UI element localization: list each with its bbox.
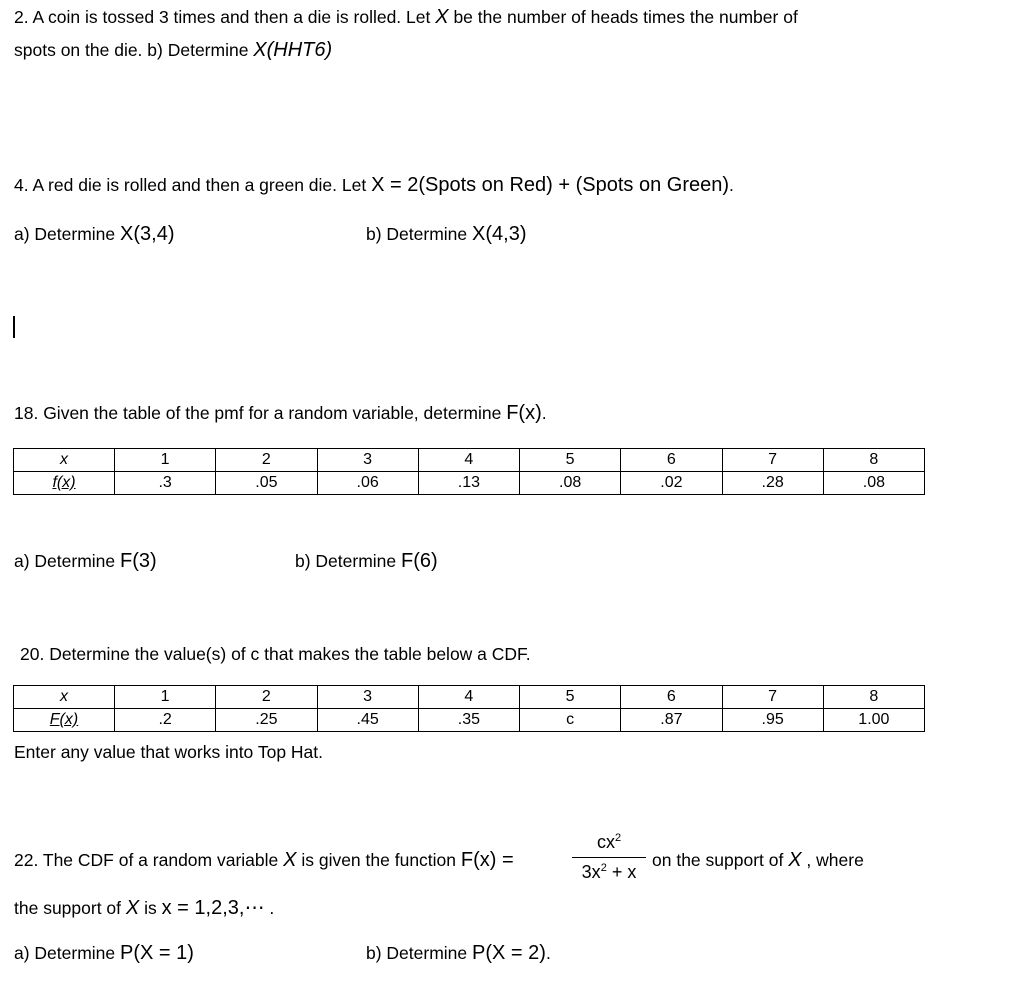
table-row [14,686,925,709]
table-cell: .08 [520,472,621,495]
q18-expr: F(x) [506,402,542,424]
table-cell: 7 [722,449,823,472]
q22-line1-left: 22. The CDF of a random variable X is given the function F(x) = [14,849,514,871]
q18-a-expr: F(3) [120,550,157,572]
table-cell: 3 [317,449,418,472]
q22-a-expr: P(X = 1) [120,942,194,964]
q22-support-set: x = 1,2,3,⋯ [161,897,265,919]
table-cell: .2 [115,709,216,732]
table-cell: .05 [216,472,317,495]
table-cell: .87 [621,709,722,732]
table-cell: .06 [317,472,418,495]
table-cell: .13 [418,472,519,495]
text-cursor [13,316,15,338]
pmf-header-x: x [14,449,115,472]
table-cell: 5 [520,449,621,472]
table-cell: 8 [823,686,924,709]
table-cell: 2 [216,449,317,472]
table-cell: .08 [823,472,924,495]
q2-expr: X(HHT6) [253,39,333,61]
table-cell: 4 [418,449,519,472]
table-cell: c [520,709,621,732]
q4-b-expr: X(4,3) [472,223,527,245]
table-cell: 2 [216,686,317,709]
q4-formula: X = 2(Spots on Red) + (Spots on Green) [371,174,730,196]
q22-line2: the support of X is x = 1,2,3,⋯ . [14,897,275,919]
table-cell: 4 [418,686,519,709]
table-cell: .95 [722,709,823,732]
fraction-numerator: $cx^2$ [596,832,622,852]
table-cell: 1.00 [823,709,924,732]
q22-line2-var: X [125,897,140,919]
q2-line2: spots on the die. b) Determine X(HHT6) [14,39,333,61]
pmf-header-fx: f(x) [14,472,115,495]
q18-part-b: b) Determine F(6) [295,550,438,572]
q22-line1-right: on the support of X , where [652,849,864,871]
cdf-header-Fx: F(x) [14,709,115,732]
fraction-denominator: $3x^2 + x$ [581,862,637,882]
table-cell: 6 [621,686,722,709]
cdf-table [13,685,925,732]
table-row [14,472,925,495]
q18-b-expr: F(6) [401,550,438,572]
table-cell: .35 [418,709,519,732]
q20-line: 20. Determine the value(s) of c that makes the table below a CDF. [20,644,531,664]
table-cell: 1 [115,449,216,472]
q22-b-expr: P(X = 2) [472,942,546,964]
q22-part-a: a) Determine P(X = 1) [14,942,194,964]
fraction-bar [572,857,646,858]
cdf-header-x: x [14,686,115,709]
table-cell: .02 [621,472,722,495]
pmf-table [13,448,925,495]
table-row [14,709,925,732]
table-cell: 8 [823,449,924,472]
q4-part-a: a) Determine X(3,4) [14,223,175,245]
q4-part-b: b) Determine X(4,3) [366,223,527,245]
q22-lhs: F(x) = [460,849,514,871]
q2-line1: 2. A coin is tossed 3 times and then a die is rolled. Let X be the number of heads times the number of [14,6,798,28]
table-cell: .3 [115,472,216,495]
table-cell: 7 [722,686,823,709]
q4-line: 4. A red die is rolled and then a green die. Let X = 2(Spots on Red) + (Spots on Green). [14,174,734,196]
table-cell: .25 [216,709,317,732]
table-cell: .28 [722,472,823,495]
q18-line: 18. Given the table of the pmf for a random variable, determine F(x). [14,402,547,424]
q4-a-expr: X(3,4) [120,223,175,245]
table-cell: 6 [621,449,722,472]
table-row [14,449,925,472]
q22-part-b: b) Determine P(X = 2). [366,942,551,964]
table-cell: 3 [317,686,418,709]
table-cell: 1 [115,686,216,709]
q22-var: X [283,849,297,871]
q2-var: X [435,6,449,28]
q18-part-a: a) Determine F(3) [14,550,157,572]
q20-note: Enter any value that works into Top Hat. [14,742,324,762]
table-cell: .45 [317,709,418,732]
table-cell: 5 [520,686,621,709]
q22-fraction [572,832,646,890]
q22-var2: X [788,849,802,871]
